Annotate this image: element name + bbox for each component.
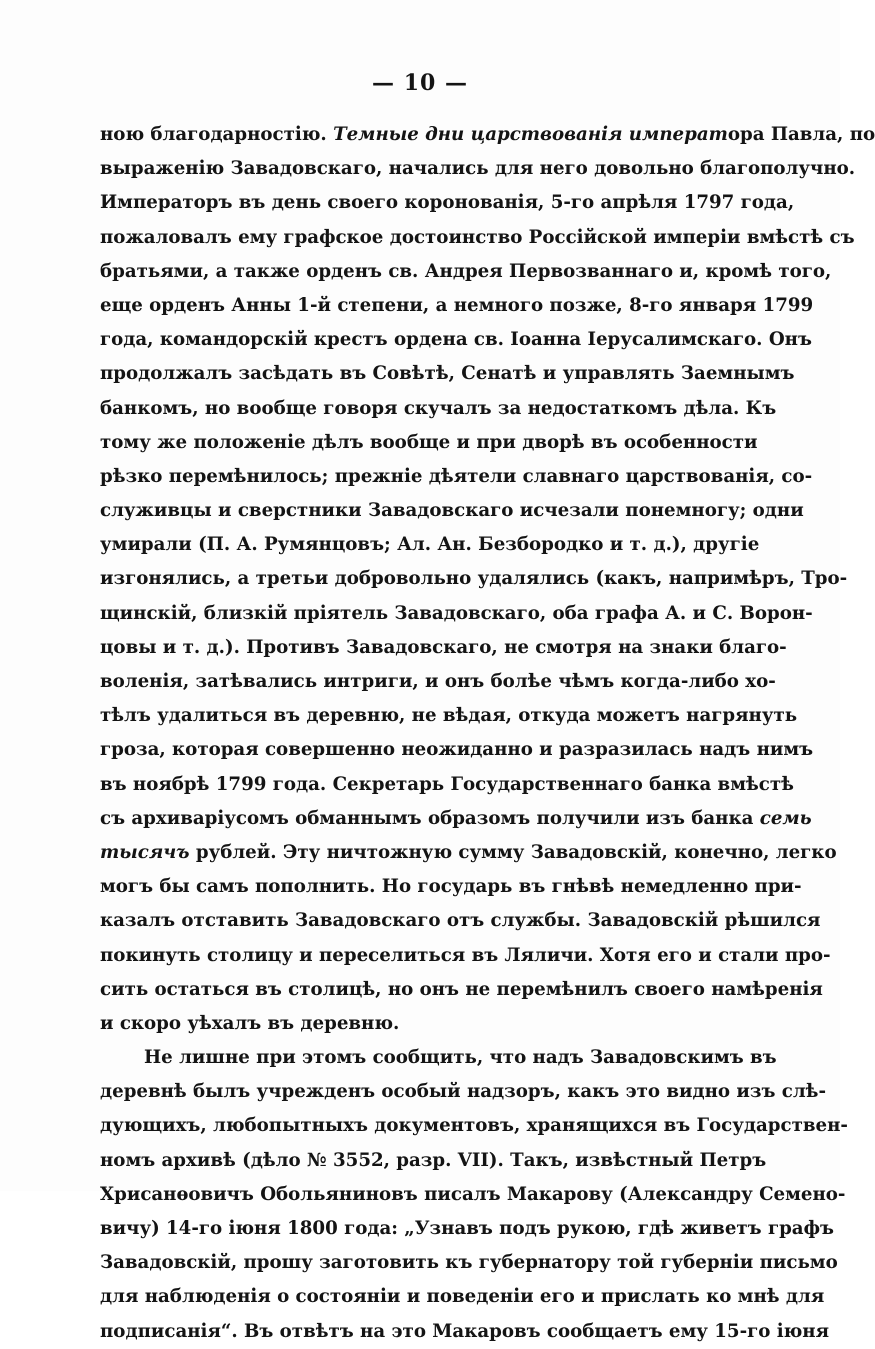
text-line: умирали (П. А. Румянцовъ; Ал. Ан. Безбородко и т. д.), другіе — [100, 534, 760, 556]
text-line: номъ архивѣ (дѣло № 3552, разр. VII). Такъ, извѣстный Петръ — [100, 1149, 767, 1171]
text-line: покинуть столицу и переселиться въ Ляличи. Хотя его и стали про- — [100, 944, 831, 966]
text-line: Не лишне при этомъ сообщить, что надъ Завадовскимъ въ — [144, 1047, 777, 1069]
text-line: ною благодарностію. Темные дни царствованія императора Павла, по — [100, 124, 875, 145]
text-line: казалъ отставить Завадовскаго отъ службы. Завадовскій рѣшился — [100, 910, 821, 932]
text-line: Хрисанѳовичъ Обольяниновъ писалъ Макарову (Александру Семено- — [100, 1183, 846, 1205]
text-line: гроза, которая совершенно неожиданно и разразилась надъ нимъ — [100, 739, 814, 761]
text-line: братьями, а также орденъ св. Андрея Первозваннаго и, кромѣ того, — [100, 260, 832, 282]
text-line: изгонялись, а третьи добровольно удалялись (какъ, напримѣръ, Тро- — [100, 568, 848, 590]
text-line: сить остаться въ столицѣ, но онъ не перемѣнилъ своего намѣренія — [100, 978, 823, 1000]
text-line: служивцы и сверстники Завадовскаго исчезали понемногу; одни — [100, 500, 804, 522]
text-line: вичу) 14-го іюня 1800 года: „Узнавъ подъ рукою, гдѣ живетъ графъ — [100, 1218, 834, 1239]
text-line: тысячъ рублей. Эту ничтожную сумму Завадовскій, конечно, легко — [100, 841, 837, 863]
text-line: тому же положеніе дѣлъ вообще и при дворѣ въ особенности — [100, 431, 758, 453]
text-line: продолжалъ засѣдать въ Совѣтѣ, Сенатѣ и управлять Заемнымъ — [100, 363, 795, 385]
text-line: и скоро уѣхалъ въ деревню. — [100, 1012, 400, 1034]
text-line: банкомъ, но вообще говоря скучалъ за недостаткомъ дѣла. Къ — [100, 397, 777, 419]
text-line: Императоръ въ день своего коронованія, 5-го апрѣля 1797 года, — [100, 192, 795, 214]
text-line: рѣзко перемѣнилось; прежніе дѣятели славнаго царствованія, со- — [100, 465, 813, 487]
text-line: дующихъ, любопытныхъ документовъ, хранящихся въ Государствен- — [100, 1115, 848, 1137]
text-line: щинскій, близкій пріятель Завадовскаго, оба графа А. и С. Ворон- — [100, 602, 813, 624]
text-line: еще орденъ Анны 1-й степени, а немного позже, 8-го января 1799 — [100, 294, 814, 316]
text-line: цовы и т. д.). Противъ Завадовскаго, не смотря на знаки благо- — [100, 636, 787, 658]
text-line: для наблюденія о состояніи и поведеніи его и прислать ко мнѣ для — [100, 1286, 825, 1308]
text-line: тѣлъ удалиться въ деревню, не вѣдая, откуда можетъ нагрянуть — [100, 705, 798, 727]
text-line: подписанія“. Въ отвѣтъ на это Макаровъ сообщаетъ ему 15-го іюня — [100, 1320, 830, 1342]
text-line: могъ бы самъ пополнить. Но государь въ гнѣвѣ немедленно при- — [100, 876, 802, 898]
text-line: деревнѣ былъ учрежденъ особый надзоръ, какъ это видно изъ слѣ- — [100, 1081, 827, 1103]
body-text — [100, 118, 875, 1349]
text-line: съ архиваріусомъ обманнымъ образомъ получили изъ банка семь — [100, 807, 812, 829]
text-line: выраженію Завадовскаго, начались для него довольно благополучно. — [100, 158, 856, 180]
text-line: пожаловалъ ему графское достоинство Россійской имперіи вмѣстѣ съ — [100, 226, 855, 248]
text-line: года, командорскій крестъ ордена св. Іоанна Іерусалимскаго. Онъ — [100, 329, 812, 351]
page-number: — 10 — — [372, 70, 468, 96]
text-line: въ ноябрѣ 1799 года. Секретарь Государственнаго банка вмѣстѣ — [100, 773, 794, 795]
text-line: Завадовскій, прошу заготовить къ губернатору той губерніи письмо — [100, 1252, 838, 1274]
text-line: воленія, затѣвались интриги, и онъ болѣе чѣмъ когда-либо хо- — [100, 671, 776, 692]
